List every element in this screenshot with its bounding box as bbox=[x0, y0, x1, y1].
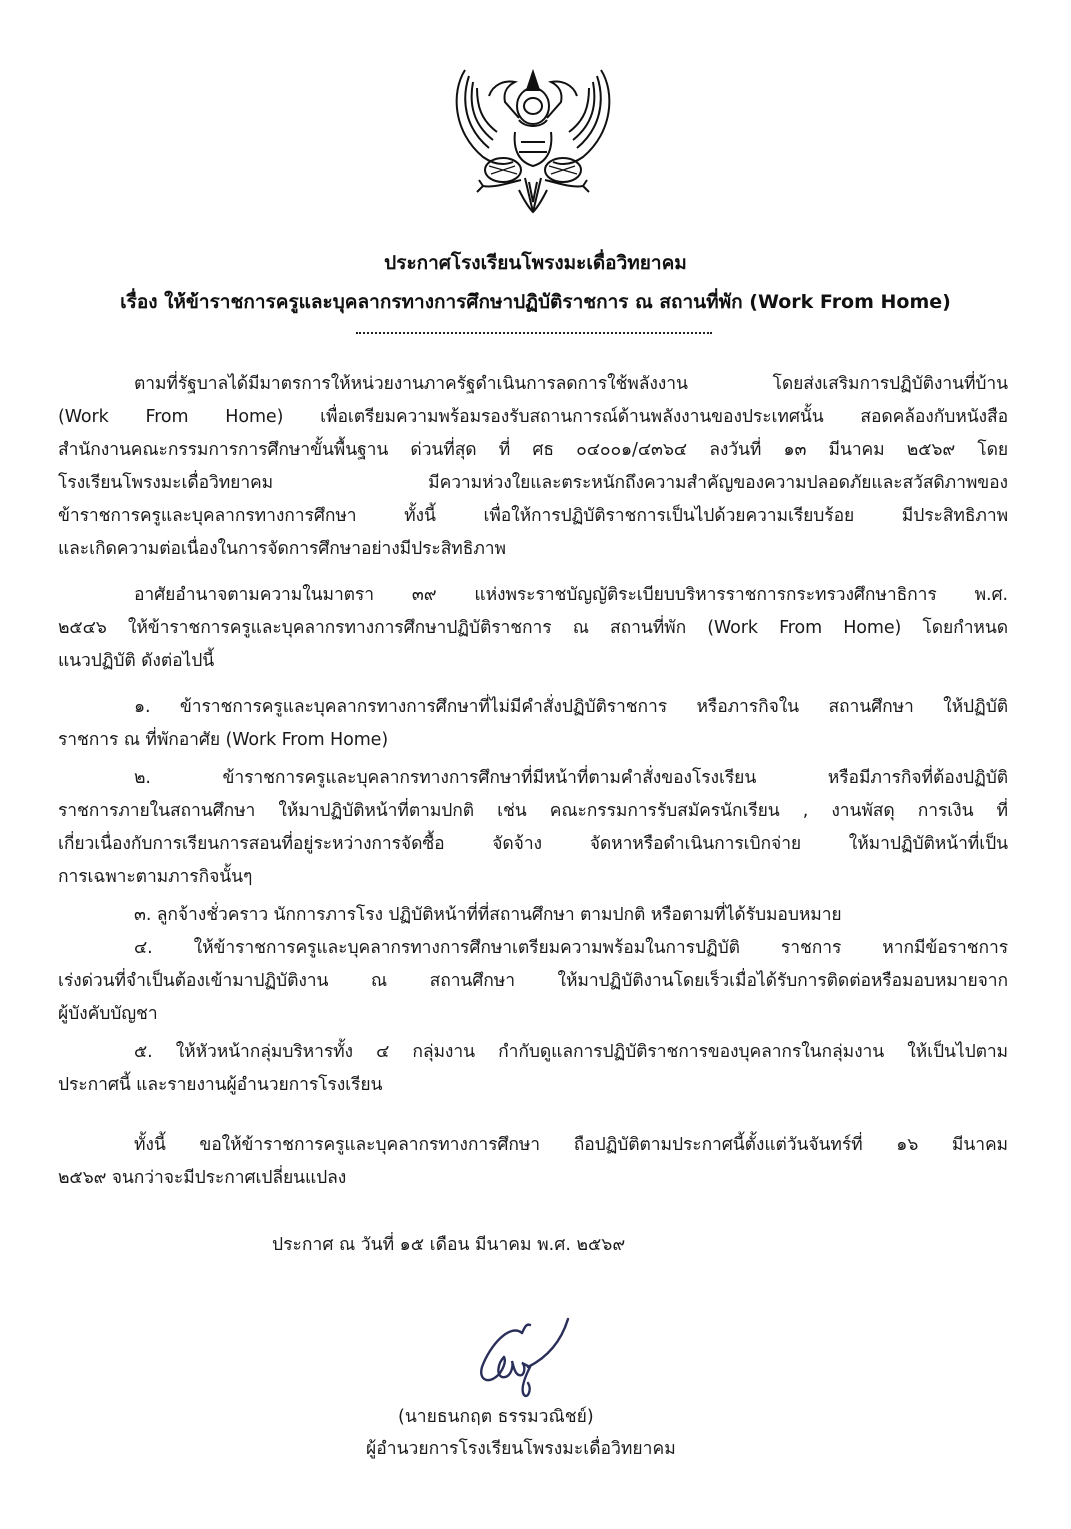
text-line: ๕. ให้หัวหน้ากลุ่มบริหารทั้ง ๔ กลุ่มงาน กำกับดูแลการปฏิบัติราชการของบุคลากรในกลุ่มงาน ให้เป็นไปตาม bbox=[134, 1042, 1008, 1062]
announcement-date: ประกาศ ณ วันที่ ๑๕ เดือน มีนาคม พ.ศ. ๒๕๖๙ bbox=[272, 1235, 626, 1255]
text-line: อาศัยอำนาจตามความในมาตรา ๓๙ แห่งพระราชบัญญัติระเบียบบริหารราชการกระทรวงศึกษาธิการ พ.ศ. bbox=[134, 585, 1008, 605]
text-line: ประกาศนี้ และรายงานผู้อำนวยการโรงเรียน bbox=[58, 1075, 383, 1095]
text-line: ตามที่รัฐบาลได้มีมาตรการให้หน่วยงานภาครัฐดำเนินการลดการใช้พลังงาน โดยส่งเสริมการปฏิบัติงานที่บ้าน bbox=[134, 374, 1008, 394]
text-line: ๒. ข้าราชการครูและบุคลากรทางการศึกษาที่มีหน้าที่ตามคำสั่งของโรงเรียน หรือมีภารกิจที่ต้องปฏิบัติ bbox=[134, 768, 1008, 788]
text-line: ๔. ให้ข้าราชการครูและบุคลากรทางการศึกษาเตรียมความพร้อมในการปฏิบัติ ราชการ หากมีข้อราชการ bbox=[134, 938, 1008, 958]
text-line: และเกิดความต่อเนื่องในการจัดการศึกษาอย่างมีประสิทธิภาพ bbox=[58, 539, 506, 559]
text-line: เกี่ยวเนื่องกับการเรียนการสอนที่อยู่ระหว่างการจัดซื้อ จัดจ้าง จัดหาหรือดำเนินการเบิกจ่าย ให้มาปฏิบัติหน้าที่เป็น bbox=[58, 834, 1008, 854]
text-line: การเฉพาะตามภารกิจนั้นๆ bbox=[58, 867, 253, 887]
text-line: สำนักงานคณะกรรมการการศึกษาขั้นพื้นฐาน ด่วนที่สุด ที่ ศธ ๐๔๐๐๑/๔๓๖๔ ลงวันที่ ๑๓ มีนาคม ๒๕๖๙ โดย bbox=[58, 440, 1008, 460]
text-line: ข้าราชการครูและบุคลากรทางการศึกษา ทั้งนี้ เพื่อให้การปฏิบัติราชการเป็นไปด้วยความเรียบร้อย มีประสิทธิภาพ bbox=[58, 506, 1008, 526]
garuda-emblem-icon bbox=[443, 62, 623, 222]
announcement-title: ประกาศโรงเรียนโพรงมะเดื่อวิทยาคม bbox=[384, 252, 687, 274]
text-line: ๒๕๖๙ จนกว่าจะมีประกาศเปลี่ยนแปลง bbox=[58, 1168, 347, 1188]
text-line: ราชการภายในสถานศึกษา ให้มาปฏิบัติหน้าที่ตามปกติ เช่น คณะกรรมการรับสมัครนักเรียน , งานพัสดุ การเงิน ที่ bbox=[58, 801, 1008, 821]
announcement-subject: เรื่อง ให้ข้าราชการครูและบุคลากรทางการศึกษาปฏิบัติราชการ ณ สถานที่พัก (Work From Home) bbox=[120, 291, 951, 313]
text-line: ๑. ข้าราชการครูและบุคลากรทางการศึกษาที่ไม่มีคำสั่งปฏิบัติราชการ หรือภารกิจใน สถานศึกษา ให้ปฏิบัติ bbox=[134, 697, 1008, 717]
text-line: ๓. ลูกจ้างชั่วคราว นักการภารโรง ปฏิบัติหน้าที่ที่สถานศึกษา ตามปกติ หรือตามที่ได้รับมอบหมาย bbox=[134, 905, 842, 925]
text-line: ทั้งนี้ ขอให้ข้าราชการครูและบุคลากรทางการศึกษา ถือปฏิบัติตามประกาศนี้ตั้งแต่วันจันทร์ที่ ๑๖ มีนาคม bbox=[134, 1135, 1008, 1155]
text-line: ๒๕๔๖ ให้ข้าราชการครูและบุคลากรทางการศึกษาปฏิบัติราชการ ณ สถานที่พัก (Work From Home) โดยกำหนด bbox=[58, 618, 1008, 638]
dotted-divider bbox=[356, 322, 712, 334]
signer-position: ผู้อำนวยการโรงเรียนโพรงมะเดื่อวิทยาคม bbox=[366, 1439, 676, 1459]
text-line: แนวปฏิบัติ ดังต่อไปนี้ bbox=[58, 651, 215, 671]
text-line: เร่งด่วนที่จำเป็นต้องเข้ามาปฏิบัติงาน ณ สถานศึกษา ให้มาปฏิบัติงานโดยเร็วเมื่อได้รับการติดต่อหรือมอบหมายจาก bbox=[58, 971, 1008, 991]
signature-icon bbox=[470, 1305, 590, 1405]
signer-name: (นายธนกฤต ธรรมวณิชย์) bbox=[398, 1407, 594, 1427]
text-line: ราชการ ณ ที่พักอาศัย (Work From Home) bbox=[58, 730, 389, 750]
text-line: โรงเรียนโพรงมะเดื่อวิทยาคม มีความห่วงใยและตระหนักถึงความสำคัญของความปลอดภัยและสวัสดิภาพของ bbox=[58, 473, 1008, 493]
text-line: ผู้บังคับบัญชา bbox=[58, 1004, 158, 1024]
text-line: (Work From Home) เพื่อเตรียมความพร้อมรองรับสถานการณ์ด้านพลังงานของประเทศนั้น สอดคล้องกับหนังสือ bbox=[58, 407, 1008, 427]
